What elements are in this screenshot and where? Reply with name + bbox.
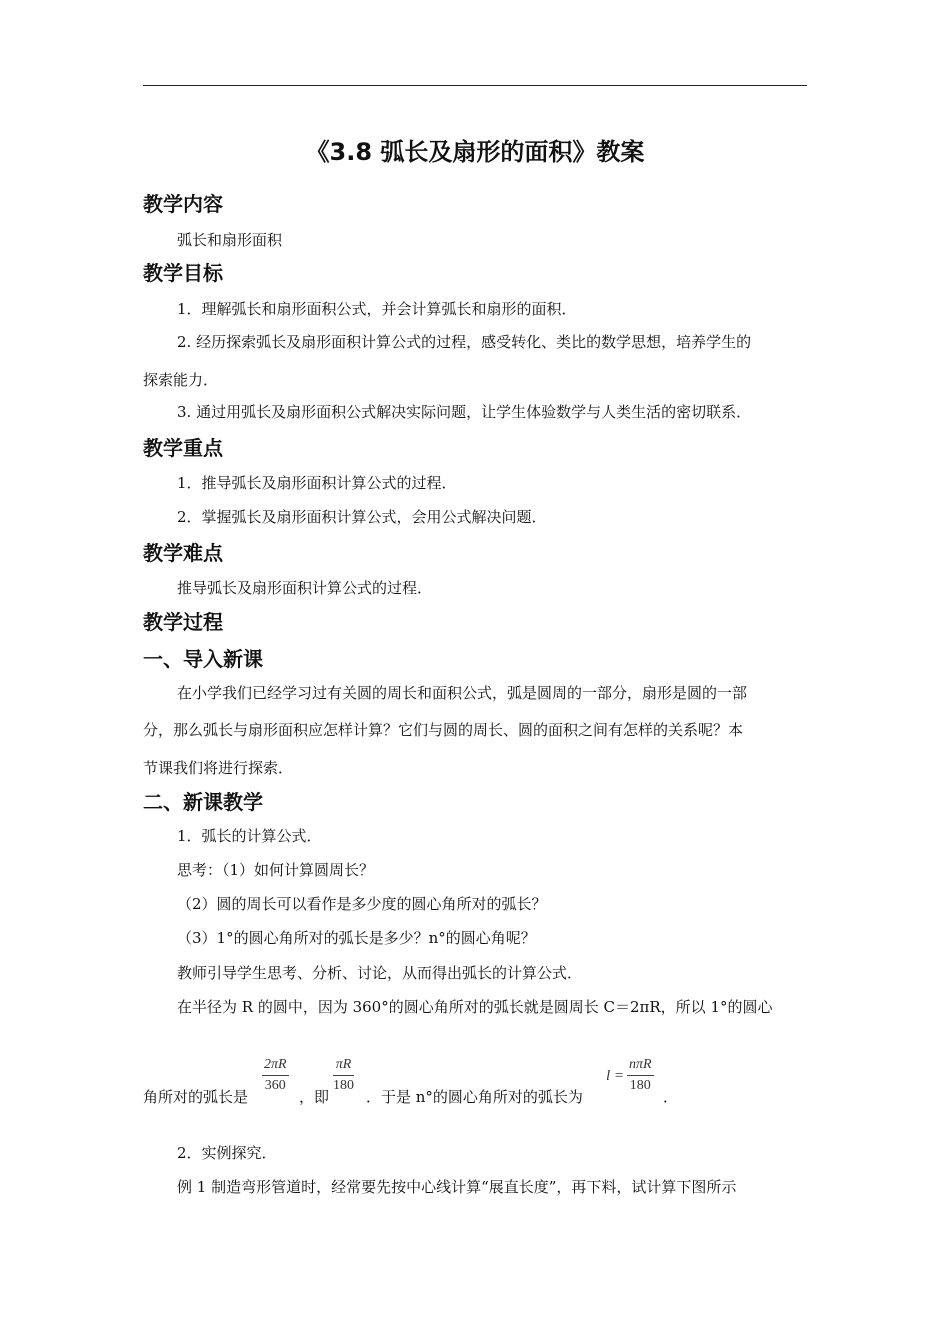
arc-length-symbol: l = (606, 1068, 625, 1084)
heading-key-points: 教学重点 (143, 436, 223, 460)
formula-text-b: ，即 (299, 1088, 330, 1106)
example-1: 例 1 制造弯形管道时，经常要先按中心线计算“展直长度”，再下料，试计算下图所示 (177, 1178, 737, 1196)
header-rule (143, 85, 807, 86)
fraction-2piR-360 (262, 1057, 289, 1094)
heading-teaching-goals: 教学目标 (143, 261, 223, 285)
fraction-piR-180 (333, 1057, 354, 1094)
goal-2-line-2: 探索能力． (143, 371, 219, 389)
think-2: （2）圆的周长可以看作是多少度的圆心角所对的弧长？ (177, 895, 547, 913)
formula-text-c: ．于是 n°的圆心角所对的弧长为 (366, 1088, 583, 1106)
goal-1: 1．理解弧长和扇形面积公式，并会计算弧长和扇形的面积． (177, 300, 577, 318)
heading-part-2: 二、新课教学 (143, 790, 263, 814)
key-point-1: 1．推导弧长及扇形面积计算公式的过程． (177, 474, 457, 492)
fraction-numerator: 2πR (264, 1057, 287, 1072)
radius-line: 在半径为 R 的圆中，因为 360°的圆心角所对的弧长就是圆周长 C＝2πR，所以 1°的圆心 (177, 998, 773, 1016)
item-2: 2．实例探究． (177, 1144, 277, 1162)
heading-teaching-content: 教学内容 (143, 192, 223, 216)
guide-text: 教师引导学生思考、分析、讨论，从而得出弧长的计算公式． (177, 964, 583, 982)
formula-text-d: ． (663, 1088, 679, 1106)
part-1-line-3: 节课我们将进行探索． (143, 759, 294, 777)
document-title: 《3.8 弧长及扇形的面积》教案 (305, 138, 645, 166)
heading-part-1: 一、导入新课 (143, 647, 263, 671)
formula-text-a: 角所对的弧长是 (143, 1088, 249, 1106)
heading-difficulties: 教学难点 (143, 541, 223, 565)
think-1: 思考：（1）如何计算圆周长？ (177, 861, 375, 879)
goal-3: 3. 通过用弧长及扇形面积公式解决实际问题，让学生体验数学与人类生活的密切联系． (177, 403, 752, 421)
fraction-denominator: 180 (627, 1075, 654, 1094)
fraction-denominator: 180 (333, 1075, 354, 1094)
key-point-2: 2．掌握弧长及扇形面积计算公式，会用公式解决问题． (177, 508, 547, 526)
fraction-npiR-180 (627, 1057, 654, 1094)
fraction-denominator: 360 (262, 1075, 289, 1094)
think-3: （3）1°的圆心角所对的弧长是多少？n°的圆心角呢？ (177, 929, 536, 947)
part-1-line-2: 分，那么弧长与扇形面积应怎样计算？它们与圆的周长、圆的面积之间有怎样的关系呢？本 (143, 721, 744, 739)
difficulty-text: 推导弧长及扇形面积计算公式的过程． (177, 579, 433, 597)
goal-2-line-1: 2. 经历探索弧长及扇形面积计算公式的过程，感受转化、类比的数学思想，培养学生的 (177, 333, 752, 351)
fraction-numerator: nπR (629, 1057, 652, 1072)
fraction-numerator: πR (335, 1057, 352, 1072)
heading-teaching-process: 教学过程 (143, 610, 223, 634)
item-1: 1．弧长的计算公式． (177, 827, 322, 845)
teaching-content-text: 弧长和扇形面积 (177, 231, 283, 249)
part-1-line-1: 在小学我们已经学习过有关圆的周长和面积公式，弧是圆周的一部分，扇形是圆的一部 (177, 684, 748, 702)
